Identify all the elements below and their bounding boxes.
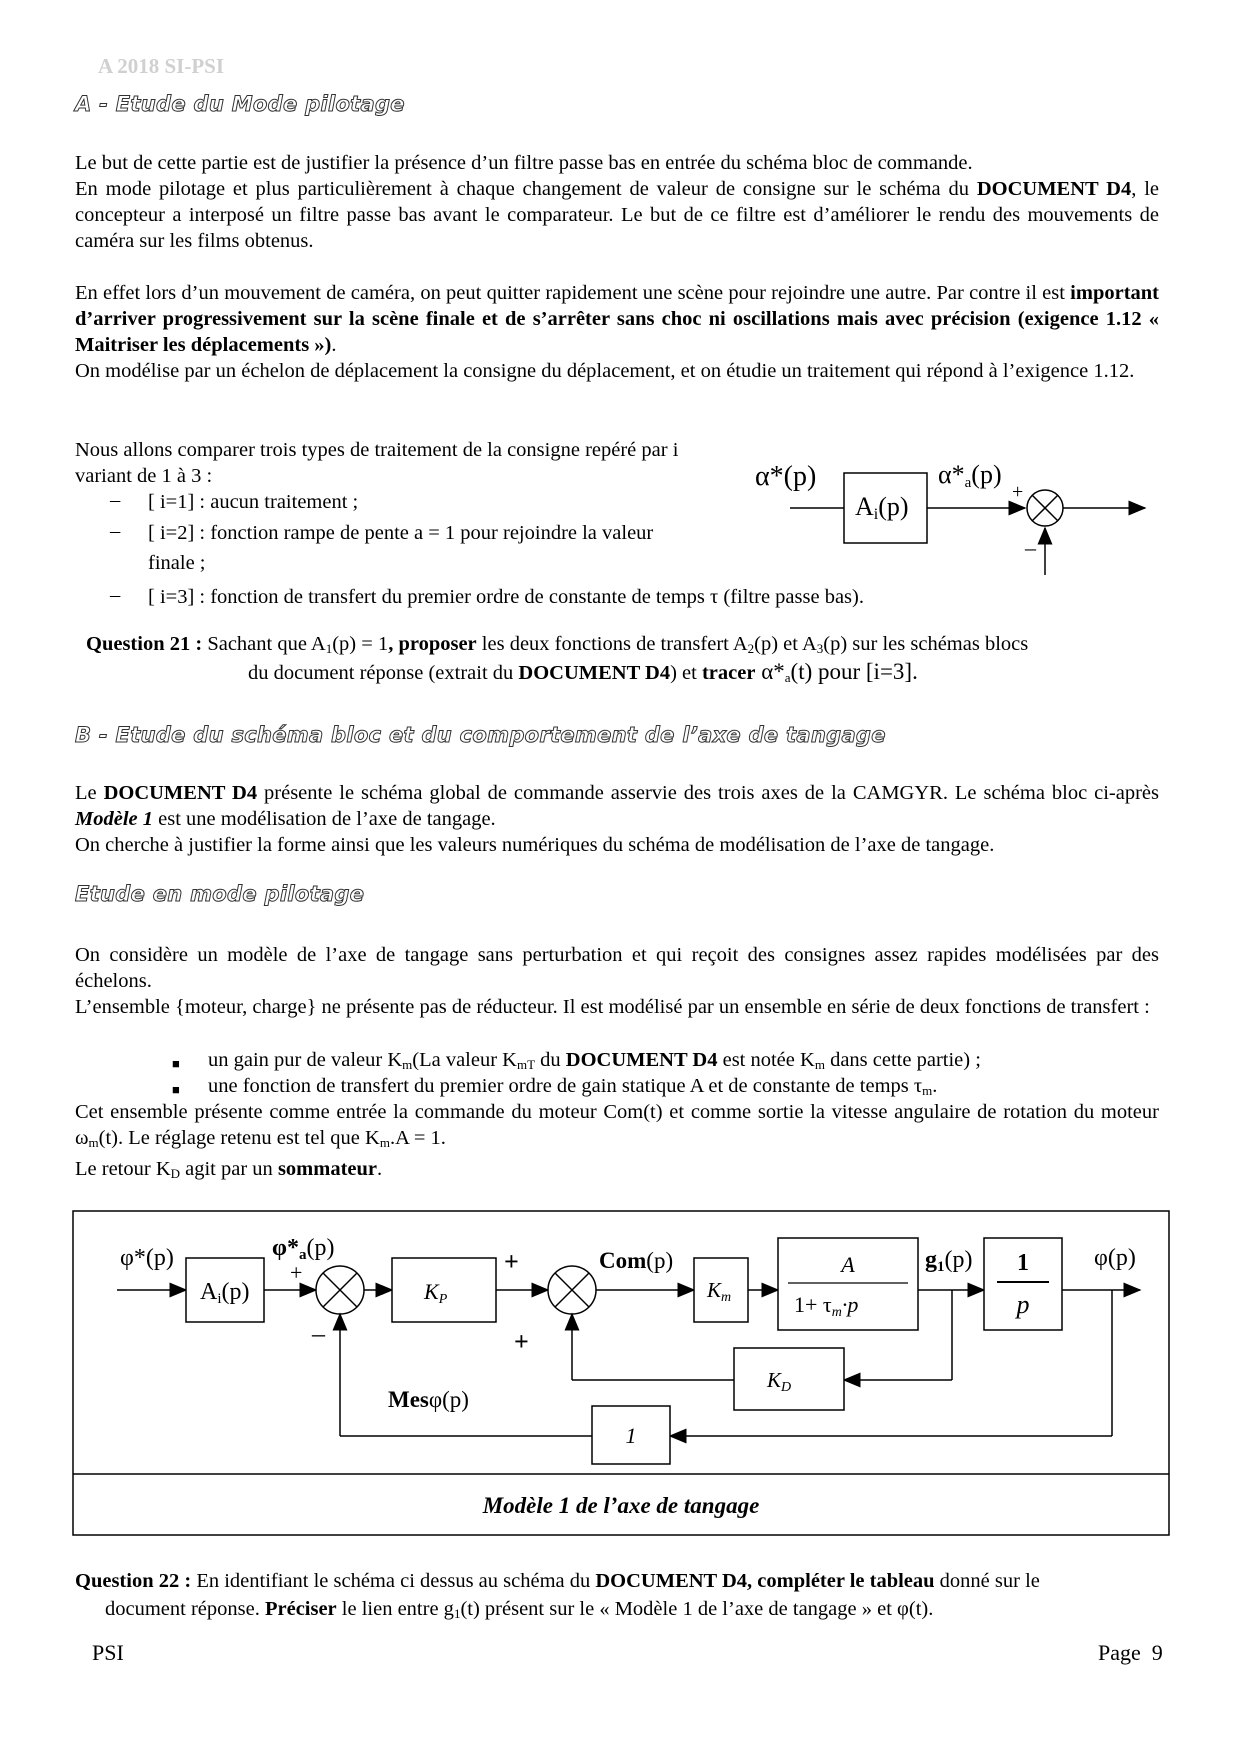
section-c-title: Etude en mode pilotage <box>75 882 365 906</box>
section-a-title: A - Etude du Mode pilotage <box>75 92 405 116</box>
paragraph: On considère un modèle de l’axe de tangage sans perturbation et qui reçoit des consignes assez rapides modélisées par des échelons. <box>75 944 1159 992</box>
list-item: [ i=1] : aucun traitement ; <box>148 491 359 513</box>
bullet-icon: ■ <box>172 1082 180 1097</box>
plus-sign: + <box>290 1260 303 1285</box>
bullet-icon: ■ <box>172 1056 180 1071</box>
list-item: [ i=3] : fonction de transfert du premier ordre de constante de temps τ (filtre passe bas). <box>148 586 864 608</box>
paragraph: Nous allons comparer trois types de traitement de la consigne repéré par i variant de 1 à 3 : <box>75 439 679 487</box>
integrator-denominator: p <box>1016 1290 1030 1319</box>
paragraph: Le but de cette partie est de justifier la présence d’un filtre passe bas en entrée du schéma bloc de commande. <box>75 152 973 174</box>
list-item: un gain pur de valeur $K_m(La$ valeur $K_{mT}$ du DOCUMENT D4 est notée $K_m$ dans cette partie) ; <box>208 1049 981 1072</box>
kp-label: KP <box>424 1279 448 1307</box>
question-21-line2: du document réponse (extrait du DOCUMENT D4) et tracer $\alpha*_a(t)$ pour [i=3]. <box>248 659 918 685</box>
list-item: [ i=2] : fonction rampe de pente a = 1 pour rejoindre la valeur <box>148 522 654 544</box>
list-dash: – <box>110 489 121 511</box>
com-label: Com(p) <box>599 1248 674 1273</box>
section-a-body <box>75 150 1159 254</box>
alpha-star-a-label: α*a(p) <box>938 460 1002 491</box>
ai-block-label: Ai(p) <box>855 492 909 523</box>
list-item: une fonction de transfert du premier ordre de gain statique A et de constante de temps $\tau_m$. <box>208 1075 938 1098</box>
kd-label: KD <box>767 1368 792 1395</box>
section-b-title: B - Etude du schéma bloc et du comportement de l’axe de tangage <box>75 723 886 747</box>
kd-block <box>734 1348 844 1410</box>
section-c-body <box>75 942 1159 1020</box>
diagram-caption: Modèle 1 de l’axe de tangage <box>482 1493 760 1518</box>
phi-star-a-label: φ*a(p) <box>272 1235 335 1263</box>
g1-label: g1(p) <box>925 1247 973 1275</box>
paragraph: L’ensemble {moteur, charge} ne présente pas de réducteur. Il est modélisé par un ensemble en série de deux fonctions de transfert : <box>75 996 1150 1018</box>
integrator-numerator: 1 <box>1017 1250 1029 1276</box>
section-b-body <box>75 780 1159 858</box>
paragraph: Le DOCUMENT D4 présente le schéma global de commande asservie des trois axes de la CAMGYR. Le schéma bloc ci-après Modèle 1 est une modélisation de l’axe de tangage. <box>75 782 1160 830</box>
plus-sign: + <box>504 1247 519 1276</box>
footer-left: PSI <box>92 1640 124 1665</box>
question-22-line2: document réponse. Préciser le lien entre $g_1(t)$ présent sur le « Modèle 1 de l’axe de tangage » et φ(t). <box>105 1598 934 1621</box>
tf-numerator: A <box>841 1252 855 1277</box>
phi-star-input-label: φ*(p) <box>120 1245 174 1271</box>
km-label: Km <box>707 1278 732 1305</box>
paragraph: En effet lors d’un mouvement de caméra, on peut quitter rapidement une scène pour rejoindre une autre. Par contre il est important d’arriver progressivement sur la scène finale et de s’arrêter sans choc ni oscillations mais avec précision (exigence 1.12 « Maitriser les déplacements »). <box>75 282 1159 356</box>
minus-sign: – <box>1025 535 1036 560</box>
list-dash: – <box>110 520 121 542</box>
ai-block-label: Ai(p) <box>200 1279 250 1307</box>
plus-sign: + <box>1012 481 1024 503</box>
exam-header: A 2018 SI-PSI <box>98 54 225 78</box>
phi-output-label: φ(p) <box>1094 1245 1136 1271</box>
paragraph: En mode pilotage et plus particulièrement à chaque changement de valeur de consigne sur le schéma du DOCUMENT D4, le concepteur a interposé un filtre passe bas avant le comparateur. Le but de ce filtre est d’améliorer le rendu des mouvements de caméra sur les films obtenus. <box>75 178 1160 252</box>
mes-phi-label: Mesφ(p) <box>388 1387 469 1412</box>
paragraph: On cherche à justifier la forme ainsi que les valeurs numériques du schéma de modélisation de l’axe de tangage. <box>75 834 995 856</box>
section-c-body-2 <box>75 1099 1159 1187</box>
consign-filter-diagram <box>740 450 1160 580</box>
plus-sign: + <box>514 1327 529 1356</box>
question-21-line1: Question 21 : Sachant que $A_1(p) = 1$, proposer les deux fonctions de transfert $A_2(p)$ et $A_3(p)$ sur les schémas blocs <box>86 633 1029 656</box>
section-a-body-2 <box>75 280 1159 384</box>
paragraph: On modélise par un échelon de déplacement la consigne du déplacement, et on étudie un traitement qui répond à l’exigence 1.12. <box>75 360 1135 382</box>
kp-block <box>392 1258 496 1322</box>
list-dash: – <box>110 584 121 606</box>
minus-sign: – <box>312 1319 325 1348</box>
list-item: finale ; <box>148 552 206 574</box>
unity-label: 1 <box>625 1423 637 1448</box>
alpha-star-input-label: α*(p) <box>755 461 817 492</box>
paragraph: Cet ensemble présente comme entrée la commande du moteur Com(t) et comme sortie la vitesse angulaire de rotation du moteur $\omega_m(t)$. Le réglage retenu est tel que $K_m.A = 1$. <box>75 1101 1159 1150</box>
question-22-line1: Question 22 : En identifiant le schéma ci dessus au schéma du DOCUMENT D4, compléter le tableau donné sur le <box>75 1570 1040 1592</box>
tf-denominator: 1+ τm·p <box>794 1292 859 1320</box>
model-1-block-diagram <box>72 1210 1172 1538</box>
paragraph: Le retour $K_D$ agit par un sommateur. <box>75 1158 383 1181</box>
page-number: Page 9 <box>1098 1640 1163 1665</box>
